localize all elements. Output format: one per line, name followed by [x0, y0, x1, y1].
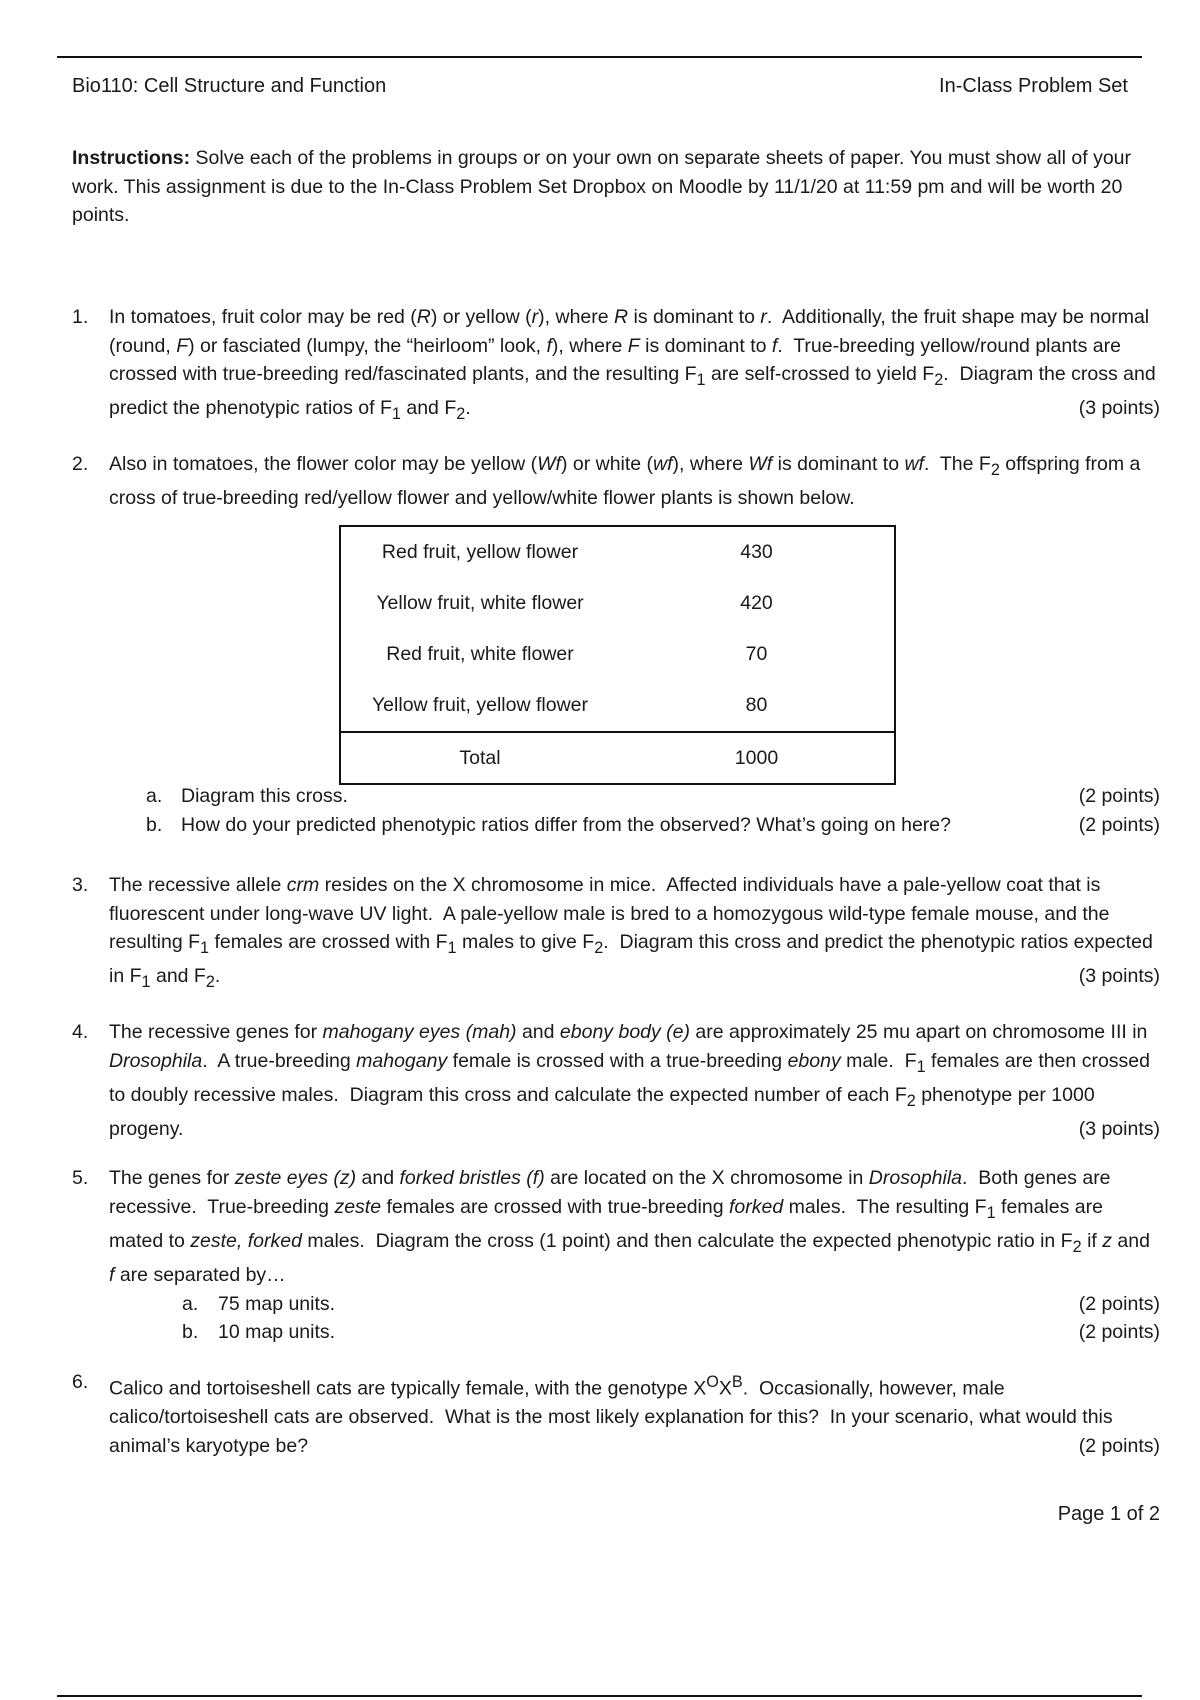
- total-value: 1000: [619, 732, 895, 784]
- sub-label: a.: [146, 785, 163, 807]
- count-cell: 70: [745, 643, 768, 666]
- phenotype-cell: Yellow fruit, white flower: [376, 592, 584, 615]
- question-1: [72, 303, 1160, 429]
- question-text: Calico and tortoiseshell cats are typically female, with the genotype $X^OX^B$. Occasionally, however, male calico/tortoiseshell cats are observed. What is the most likely explanation for this? In your scenario, what would this animal’s karyotype be? (2 points): [109, 1368, 1160, 1460]
- sub-question-a: [72, 782, 1160, 811]
- sub-question-b: [72, 1318, 1160, 1347]
- question-points: (3 points): [1078, 397, 1160, 420]
- question-points: (3 points): [1078, 1118, 1160, 1141]
- count-cell: 80: [745, 694, 768, 717]
- question-number: 5.: [72, 1167, 89, 1189]
- table-row: [340, 526, 895, 578]
- sub-text: 10 map units.: [218, 1321, 336, 1344]
- sub-label: b.: [182, 1321, 199, 1344]
- sub-label: a.: [182, 1292, 199, 1315]
- question-points: (3 points): [1078, 965, 1160, 988]
- instructions-text: Solve each of the problems in groups or on your own on separate sheets of paper. You must show all of your work. This assignment is due to the In-Class Problem Set Dropbox on Moodle by 11/1/20 at 11:59 pm and will be worth 20 points.: [72, 147, 1132, 226]
- table-row: [340, 578, 895, 629]
- bottom-rule: [57, 1695, 1142, 1697]
- sub-text: How do your predicted phenotypic ratios differ from the observed? What’s going on here?: [181, 813, 951, 836]
- page-number: Page 1 of 2: [1057, 1503, 1160, 1525]
- question-6: [72, 1368, 1160, 1460]
- count-cell: 420: [740, 592, 773, 615]
- sub-text: Diagram this cross.: [181, 785, 348, 807]
- sub-question-b: [72, 811, 1160, 840]
- sub-points: (2 points): [1078, 813, 1160, 836]
- total-row: [340, 732, 895, 784]
- sub-points: (2 points): [1078, 785, 1160, 807]
- instructions: [72, 144, 1142, 230]
- sub-points: (2 points): [1078, 1292, 1160, 1315]
- sub-label: b.: [146, 813, 163, 836]
- total-label: Total: [340, 732, 619, 784]
- phenotype-cell: Red fruit, yellow flower: [381, 541, 579, 564]
- sub-points: (2 points): [1078, 1321, 1160, 1344]
- table-row: [340, 680, 895, 732]
- sub-text: 75 map units.: [218, 1292, 336, 1315]
- question-text: The recessive genes for mahogany eyes (mah) and ebony body (e) are approximately 25 mu apart on chromosome III in Drosophila. A true-breeding mahogany female is crossed with a true-breeding ebony male. $F_1$ females are then crossed to doubly recessive males. Diagram this cross and calculate the expected number of each $F_2$ phenotype per 1000 progeny. (3 points): [109, 1018, 1160, 1144]
- question-2-parts: [72, 782, 1160, 839]
- question-number: 3.: [72, 874, 89, 896]
- question-number: 6.: [72, 1371, 89, 1393]
- question-text: The genes for zeste eyes (z) and forked bristles (f) are located on the X chromosome in Drosophila. Both genes are recessive. True-breeding zeste females are crossed with true-breeding forked males. The resulting $F_1$ females are mated to zeste, forked males. Diagram the cross (1 point) and then calculate the expected phenotypic ratio in $F_2$ if z and f are separated by…: [109, 1167, 1150, 1287]
- course-title: Bio110: Cell Structure and Function: [72, 75, 387, 97]
- question-text: The recessive allele crm resides on the X chromosome in mice. Affected individuals have a pale-yellow coat that is fluorescent under long-wave UV light. A pale-yellow male is bred to a homozygous wild-type female mouse, and the resulting $F_1$ females are crossed with $F_1$ males to give $F_2$. Diagram this cross and predict the phenotypic ratios expected in $F_1$ and $F_2$. (3 points): [109, 874, 1160, 992]
- question-5: [72, 1164, 1160, 1347]
- question-4: [72, 1018, 1160, 1144]
- question-points: (2 points): [1078, 1434, 1160, 1457]
- question-3: [72, 871, 1160, 997]
- table-row: [340, 629, 895, 680]
- instructions-label: Instructions:: [72, 147, 191, 169]
- question-text: Also in tomatoes, the flower color may be yellow (Wf) or white (wf), where Wf is dominant to wf. The $F_2$ offspring from a cross of true-breeding red/yellow flower and yellow/white flower plants is shown below.: [109, 453, 1141, 510]
- document-type: In-Class Problem Set: [939, 75, 1128, 97]
- top-rule: [57, 56, 1142, 58]
- question-number: 2.: [72, 453, 89, 475]
- question-number: 1.: [72, 306, 89, 328]
- phenotype-table: [339, 525, 896, 785]
- phenotype-cell: Yellow fruit, yellow flower: [371, 694, 589, 717]
- question-2: [72, 450, 1160, 513]
- phenotype-cell: Red fruit, white flower: [386, 643, 574, 666]
- question-number: 4.: [72, 1021, 89, 1043]
- question-text: In tomatoes, fruit color may be red (R) or yellow (r), where R is dominant to r. Additionally, the fruit shape may be normal (round, F) or fasciated (lumpy, the “heirloom” look, f), where F is dominant to f. True-breeding yellow/round plants are crossed with true-breeding red/fascinated plants, and the resulting $F_1$ are self-crossed to yield $F_2$. Diagram the cross and predict the phenotypic ratios of $F_1$ and $F_2$. (3 points): [109, 306, 1160, 424]
- sub-question-a: [72, 1290, 1160, 1319]
- count-cell: 430: [740, 541, 773, 564]
